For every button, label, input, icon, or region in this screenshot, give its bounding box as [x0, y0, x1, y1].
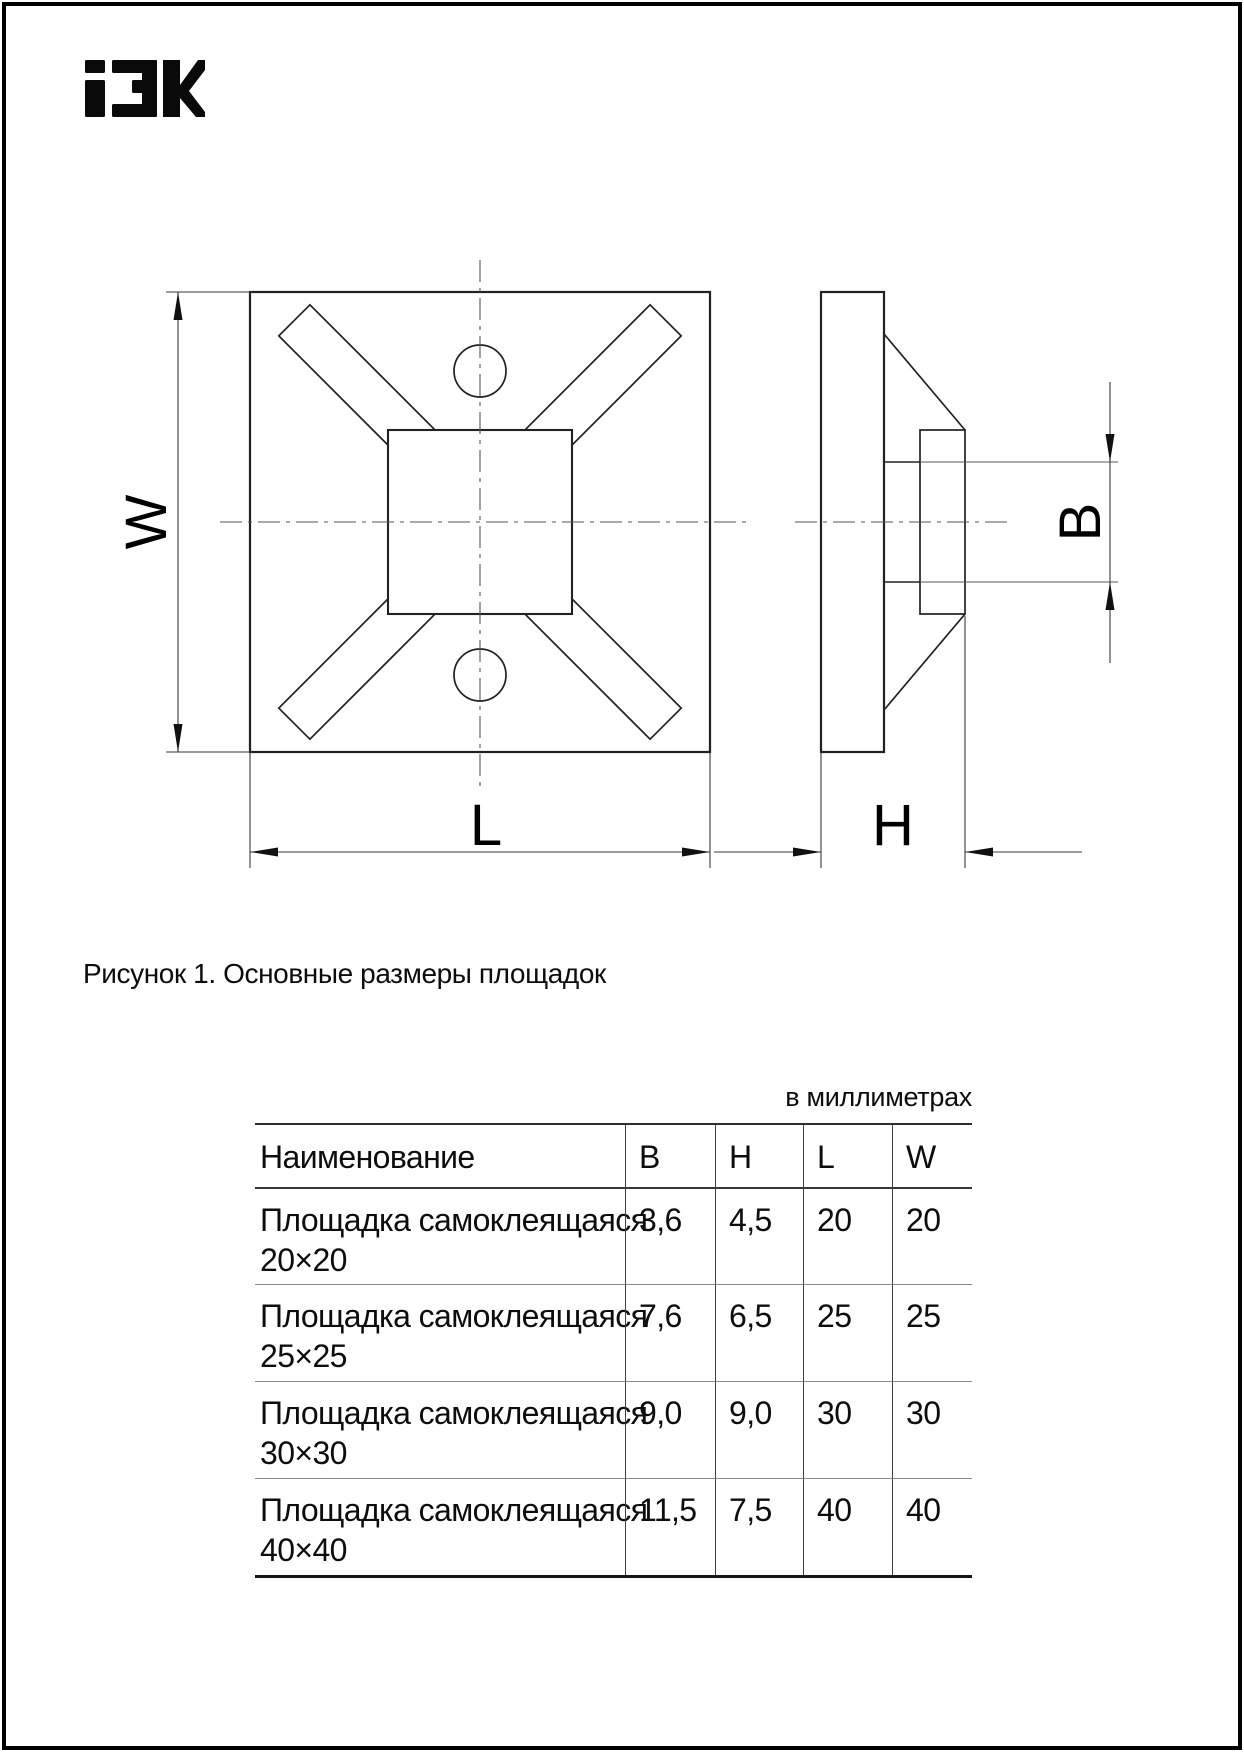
row3-w-value: 30 — [892, 1381, 972, 1478]
row1-name: Площадка самоклеящаяся 20×20 — [260, 1202, 648, 1278]
dim-label-h: H — [872, 793, 914, 858]
arrowhead-down-icon — [1106, 434, 1115, 462]
row2-l-value: 25 — [803, 1284, 892, 1381]
side-view — [795, 292, 1012, 752]
arrowhead-up-icon — [174, 292, 183, 320]
col-header-l: L — [803, 1125, 892, 1189]
dim-label-l: L — [469, 793, 503, 858]
front-view — [220, 260, 748, 790]
col-header-name: Наименование — [255, 1125, 625, 1189]
row2-b-value: 7,6 — [625, 1284, 715, 1381]
row4-l-value: 40 — [803, 1478, 892, 1575]
side-upper-chamfer — [884, 334, 965, 430]
row1-w-value: 20 — [892, 1189, 972, 1284]
row3-l-value: 30 — [803, 1381, 892, 1478]
row2-w-value: 25 — [892, 1284, 972, 1381]
col-header-b: B — [625, 1125, 715, 1189]
row4-name: Площадка самоклеящаяся 40×40 — [255, 1478, 625, 1575]
row1-b-value: 3,6 — [625, 1189, 715, 1284]
row4-h-value: 7,5 — [715, 1478, 803, 1575]
row2-name: Площадка самоклеящаяся 25×25 — [255, 1284, 625, 1381]
row2-h-value: 6,5 — [715, 1284, 803, 1381]
dimension-h — [714, 616, 1082, 868]
row1-l-value: 20 — [803, 1189, 892, 1284]
row3-h-value: 9,0 — [715, 1381, 803, 1478]
dim-label-b: B — [1048, 502, 1113, 542]
dim-label-w: W — [114, 494, 179, 550]
figure-caption: Рисунок 1. Основные размеры площадок — [83, 958, 606, 989]
arrowhead-up-icon — [1106, 582, 1115, 610]
row4-b-value: 11,5 — [625, 1478, 715, 1575]
side-lower-chamfer — [884, 614, 965, 710]
arrowhead-right-icon — [793, 848, 821, 857]
arrowhead-left-icon — [250, 848, 278, 857]
arrowhead-down-icon — [174, 724, 183, 752]
units-note: в миллиметрах — [785, 1082, 972, 1112]
row1-h-value: 4,5 — [715, 1189, 803, 1284]
row4-w-value: 40 — [892, 1478, 972, 1575]
col-header-h: H — [715, 1125, 803, 1189]
col-header-w: W — [892, 1125, 972, 1189]
row3-name: Площадка самоклеящаяся 30×30 — [255, 1381, 625, 1478]
arrowhead-right-icon — [682, 848, 710, 857]
row3-b-value: 9,0 — [625, 1381, 715, 1478]
dimensions-table — [255, 1123, 972, 1578]
arrowhead-left-icon — [965, 848, 993, 857]
